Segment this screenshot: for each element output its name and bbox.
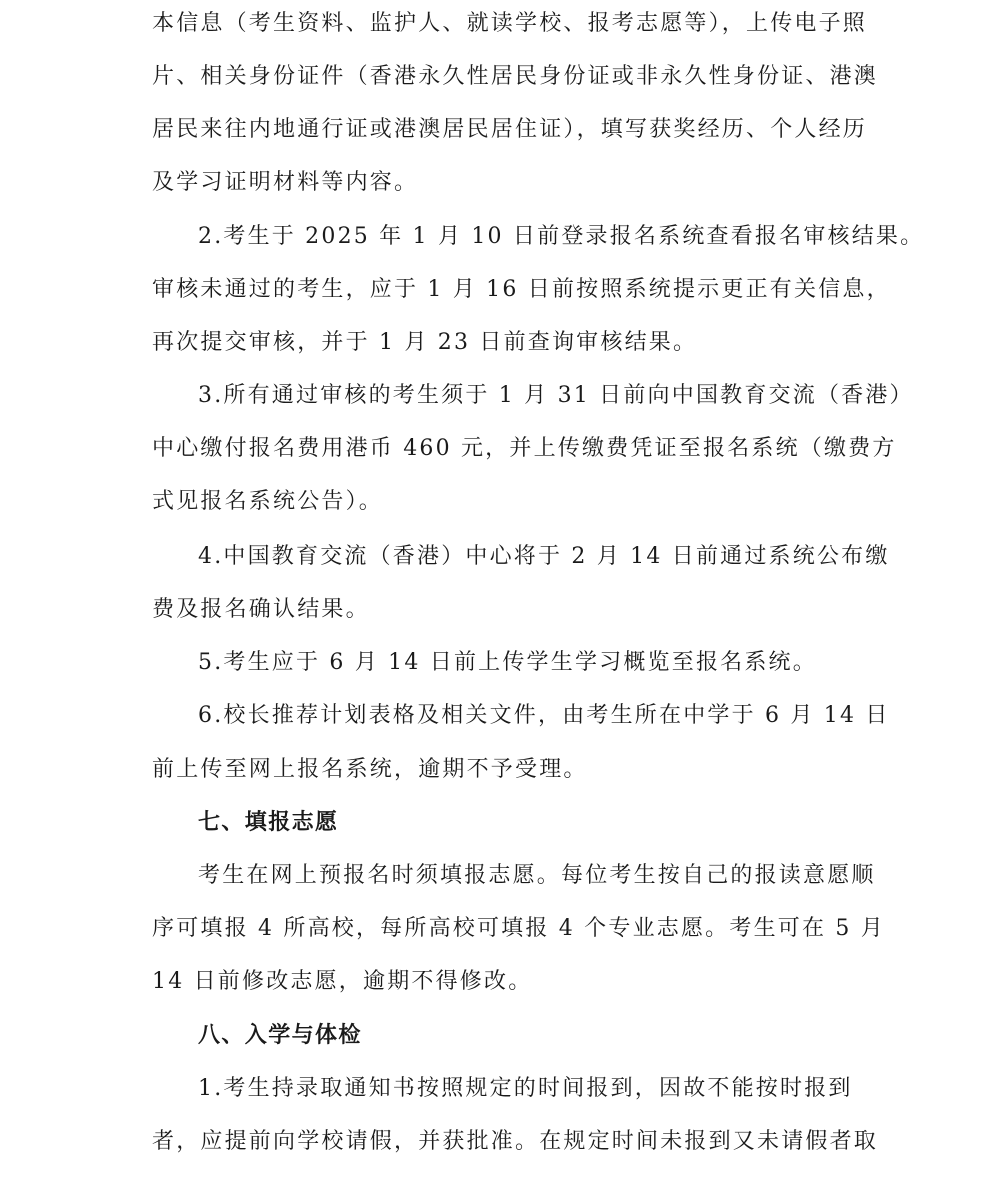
list-item-line: 6.校长推荐计划表格及相关文件，由考生所在中学于 6 月 14 日 (198, 703, 890, 728)
paragraph-line: 14 日前修改志愿，逾期不得修改。 (152, 969, 533, 994)
paragraph-line: 居民来往内地通行证或港澳居民居住证），填写获奖经历、个人经历 (152, 117, 868, 142)
paragraph-line: 再次提交审核，并于 1 月 23 日前查询审核结果。 (152, 330, 698, 355)
paragraph-line: 考生在网上预报名时须填报志愿。每位考生按自己的报读意愿顺 (198, 863, 876, 888)
section-heading: 七、填报志愿 (198, 810, 339, 835)
paragraph-line: 片、相关身份证件（香港永久性居民身份证或非永久性身份证、港澳 (152, 64, 879, 89)
paragraph-line: 审核未通过的考生，应于 1 月 16 日前按照系统提示更正有关信息， (152, 277, 891, 302)
list-item-line: 2.考生于 2025 年 1 月 10 日前登录报名系统查看报名审核结果。 (198, 224, 925, 249)
paragraph-line: 费及报名确认结果。 (152, 597, 370, 622)
paragraph-line: 前上传至网上报名系统，逾期不予受理。 (152, 757, 588, 782)
list-item-line: 1.考生持录取通知书按照规定的时间报到，因故不能按时报到 (198, 1076, 853, 1101)
paragraph-line: 式见报名系统公告）。 (152, 489, 384, 514)
paragraph-line: 者，应提前向学校请假，并获批准。在规定时间未报到又未请假者取 (152, 1129, 879, 1154)
list-item-line: 5.考生应于 6 月 14 日前上传学生学习概览至报名系统。 (198, 650, 817, 675)
list-item-line: 4.中国教育交流（香港）中心将于 2 月 14 日前通过系统公布缴 (198, 544, 890, 569)
section-heading: 八、入学与体检 (198, 1023, 362, 1048)
list-item-line: 3.所有通过审核的考生须于 1 月 31 日前向中国教育交流（香港） (198, 383, 914, 408)
paragraph-line: 序可填报 4 所高校，每所高校可填报 4 个专业志愿。考生可在 5 月 (152, 916, 885, 941)
paragraph-line: 中心缴付报名费用港币 460 元，并上传缴费凭证至报名系统（缴费方 (152, 436, 897, 461)
paragraph-line: 及学习证明材料等内容。 (152, 170, 419, 195)
paragraph-line: 本信息（考生资料、监护人、就读学校、报考志愿等），上传电子照 (152, 11, 868, 36)
